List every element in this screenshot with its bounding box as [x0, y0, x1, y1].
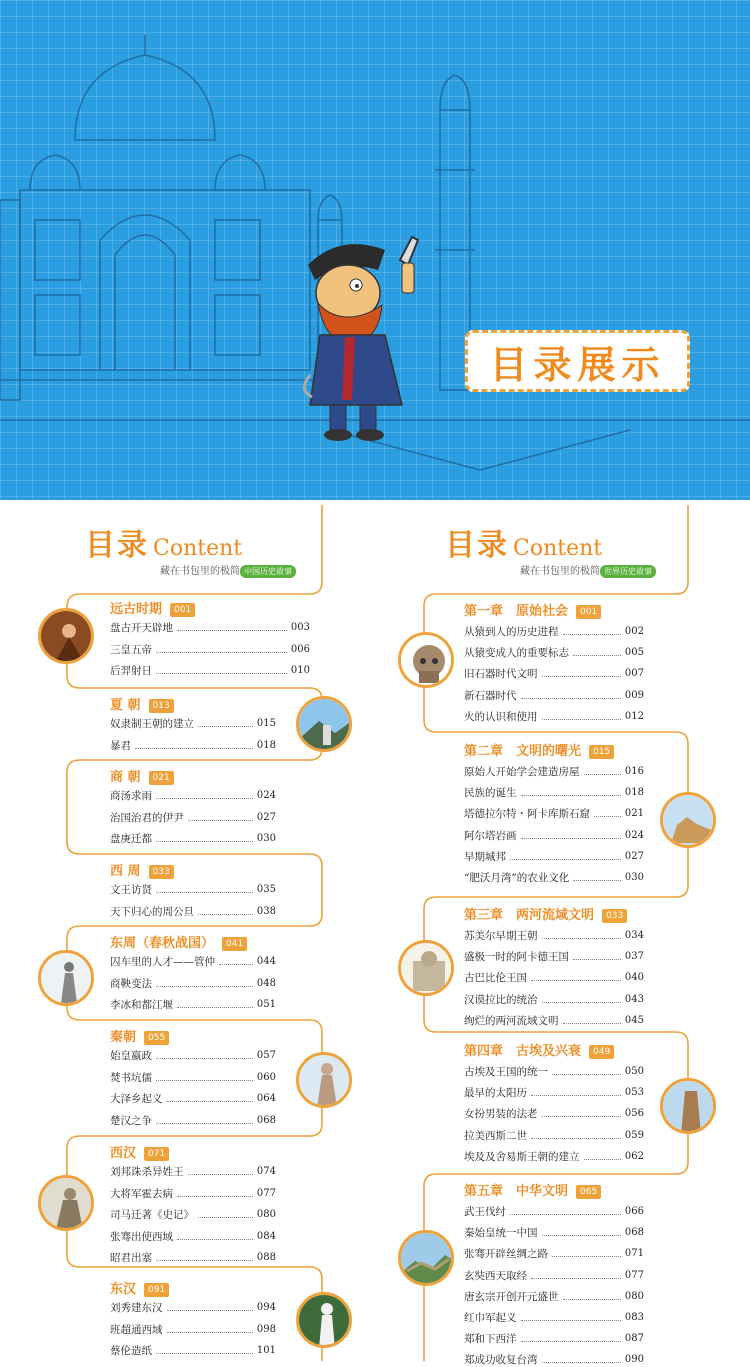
- toc-entry-page: 040: [624, 972, 644, 984]
- toc-entry-page: 012: [624, 710, 644, 722]
- leader-dots: [177, 630, 287, 631]
- toc-entry[interactable]: [110, 1322, 276, 1337]
- section-page-badge: 091: [144, 1283, 169, 1297]
- leader-dots: [552, 1256, 621, 1257]
- section-title-text: 西汉: [110, 1146, 137, 1161]
- toc-entry-page: 043: [624, 993, 644, 1005]
- toc-entry-page: 030: [256, 833, 276, 844]
- heading-content: Content: [513, 536, 603, 561]
- toc-entry-page: 016: [624, 766, 644, 777]
- toc-entry[interactable]: [464, 949, 644, 964]
- image-qin: [296, 1052, 352, 1108]
- toc-entry-page: 030: [624, 872, 644, 883]
- toc-entry[interactable]: [110, 1164, 276, 1179]
- section-title-text: 东汉: [110, 1282, 137, 1297]
- toc-entry-page: 048: [256, 977, 276, 989]
- leader-dots: [188, 1174, 253, 1175]
- toc-entry[interactable]: [464, 1064, 644, 1079]
- toc-entry-page: 027: [624, 850, 644, 862]
- section-title: [110, 694, 174, 713]
- toc-entry-title: 汉谟拉比的统治: [464, 993, 538, 1006]
- heading-subtitle: [520, 562, 656, 578]
- toc-entry-title: 治国治君的伊尹: [110, 811, 184, 824]
- section-page-badge: 001: [576, 605, 601, 619]
- heading-title: 目录: [85, 528, 149, 563]
- leader-dots: [510, 1214, 621, 1215]
- toc-entry[interactable]: [110, 810, 276, 825]
- toc-entry-page: 077: [256, 1187, 276, 1199]
- image-ape-skull: [398, 632, 454, 688]
- toc-entry-title: 商汤求雨: [110, 790, 152, 802]
- toc-entry[interactable]: [110, 882, 276, 897]
- toc-entry-title: 蔡伦造纸: [110, 1345, 152, 1357]
- leader-dots: [156, 798, 253, 799]
- leader-dots: [156, 1080, 253, 1081]
- section-title-text: 秦朝: [110, 1030, 137, 1045]
- leader-dots: [594, 816, 621, 817]
- leader-dots: [542, 676, 621, 677]
- toc-entry[interactable]: [464, 1106, 644, 1121]
- toc-entry[interactable]: [464, 1149, 644, 1164]
- leader-dots: [135, 748, 253, 749]
- section-page-badge: 055: [144, 1031, 169, 1045]
- leader-dots: [177, 1239, 253, 1240]
- toc-entry-title: 盛极一时的阿卡德王国: [464, 951, 569, 964]
- heading-subtitle: [160, 562, 296, 578]
- toc-entry-title: 郑成功收复台湾: [464, 1354, 538, 1367]
- toc-entry-page: 090: [624, 1354, 644, 1366]
- toc-entry-page: 038: [256, 905, 276, 917]
- toc-entry[interactable]: [110, 1091, 276, 1106]
- leader-dots: [167, 1310, 253, 1311]
- toc-entry[interactable]: [464, 1331, 644, 1346]
- leader-dots: [573, 880, 621, 881]
- toc-entry-page: 003: [290, 622, 310, 633]
- toc-entry-page: 068: [256, 1114, 276, 1126]
- leader-dots: [177, 1196, 253, 1197]
- toc-entry[interactable]: [110, 716, 276, 731]
- toc-entry-page: 057: [256, 1050, 276, 1061]
- toc-entry-title: 文王访贤: [110, 884, 152, 896]
- toc-entry[interactable]: [464, 828, 644, 843]
- section-title: [110, 1026, 169, 1045]
- toc-entry[interactable]: [464, 1289, 644, 1304]
- toc-entry-title: 暴君: [110, 739, 131, 752]
- toc-entry[interactable]: [464, 1246, 644, 1261]
- toc-entry-title: “肥沃月湾”的农业文化: [464, 872, 570, 884]
- section-title-text: 第四章 古埃及兴衰: [464, 1044, 582, 1059]
- toc-entry-page: 098: [256, 1323, 276, 1335]
- toc-entry-title: 苏美尔早期王朝: [464, 930, 538, 942]
- heading-title: 目录: [445, 528, 509, 563]
- section-page-badge: 033: [149, 865, 174, 879]
- section-title: [110, 932, 247, 951]
- leader-dots: [156, 1353, 253, 1354]
- toc-entry[interactable]: [110, 1250, 276, 1265]
- section-page-badge: 015: [589, 745, 614, 759]
- section-title: [464, 1180, 601, 1199]
- toc-entry[interactable]: [110, 1343, 276, 1358]
- toc-entry[interactable]: [464, 1310, 644, 1325]
- toc-entry-title: 司马迁著《史记》: [110, 1209, 194, 1221]
- toc-entry-page: 018: [624, 787, 644, 799]
- leader-dots: [563, 634, 621, 635]
- leader-dots: [563, 1023, 621, 1024]
- toc-entry-page: 059: [624, 1129, 644, 1141]
- toc-entry[interactable]: [464, 764, 644, 779]
- image-pangu: [38, 608, 94, 664]
- toc-entry-title: 女扮男装的法老: [464, 1108, 538, 1121]
- toc-entry-page: 083: [624, 1312, 644, 1323]
- toc-entry-page: 064: [256, 1093, 276, 1104]
- leader-dots: [167, 1101, 253, 1102]
- toc-entry-title: 昭君出塞: [110, 1252, 152, 1264]
- toc-entry-title: 班超通西域: [110, 1323, 163, 1336]
- toc-entry-title: 商鞅变法: [110, 977, 152, 990]
- toc-entry-title: 埃及及舍易斯王朝的建立: [464, 1150, 580, 1163]
- toc-entry-title: 火的认识和使用: [464, 710, 538, 723]
- toc-entry-title: 刘秀建东汉: [110, 1302, 163, 1314]
- toc-entry[interactable]: [110, 1300, 276, 1315]
- leader-dots: [584, 774, 621, 775]
- heading-content: Content: [153, 536, 243, 561]
- section-title-text: 西 周: [110, 864, 141, 879]
- toc-entry[interactable]: [110, 663, 310, 678]
- toc-entry-title: 拉美西斯二世: [464, 1129, 527, 1142]
- toc-entry[interactable]: [110, 1070, 276, 1085]
- section-page-badge: 065: [576, 1185, 601, 1199]
- toc-entry-title: 三皇五帝: [110, 643, 152, 656]
- toc-entry-title: 李冰和都江堰: [110, 999, 173, 1011]
- toc-entry-title: 民族的诞生: [464, 787, 517, 800]
- subtitle-badge: 中国历史故事: [240, 565, 296, 578]
- section-title-text: 第三章 两河流域文明: [464, 908, 595, 923]
- section-title-text: 第一章 原始社会: [464, 604, 569, 619]
- toc-entry-title: 古埃及王国的统一: [464, 1066, 548, 1078]
- leader-dots: [156, 986, 253, 987]
- toc-entry[interactable]: [464, 666, 644, 681]
- toc-entry[interactable]: [110, 1048, 276, 1063]
- toc-entry-title: 原始人开始学会建造房屋: [464, 766, 580, 778]
- toc-entry[interactable]: [464, 970, 644, 985]
- toc-entry[interactable]: [110, 738, 276, 753]
- toc-entry[interactable]: [110, 642, 310, 657]
- leader-dots: [542, 938, 621, 939]
- toc-entry[interactable]: [464, 992, 644, 1007]
- toc-entry-page: 080: [624, 1290, 644, 1302]
- section-title: [464, 600, 601, 619]
- leader-dots: [552, 1074, 621, 1075]
- toc-entry-title: 张骞出使西域: [110, 1230, 173, 1243]
- leader-dots: [531, 1095, 621, 1096]
- toc-entry[interactable]: [464, 645, 644, 660]
- leader-dots: [542, 1002, 621, 1003]
- section-title: [464, 904, 627, 923]
- toc-entry-title: 最早的太阳历: [464, 1087, 527, 1100]
- toc-entry-title: 红巾军起义: [464, 1312, 517, 1324]
- image-great-wall: [398, 1230, 454, 1286]
- toc-entry[interactable]: [464, 1085, 644, 1100]
- section-title-text: 商 朝: [110, 770, 141, 785]
- toc-entry-page: 037: [624, 951, 644, 963]
- leader-dots: [573, 655, 621, 656]
- toc-entry[interactable]: [110, 1207, 276, 1222]
- toc-entry-page: 077: [624, 1269, 644, 1281]
- toc-entry-title: 早期城邦: [464, 850, 506, 863]
- leader-dots: [198, 726, 253, 727]
- leader-dots: [531, 1278, 621, 1279]
- toc-entry-title: 从猿到人的历史进程: [464, 626, 559, 638]
- toc-entry-title: 唐玄宗开创开元盛世: [464, 1290, 559, 1303]
- image-xia: [296, 696, 352, 752]
- toc-entry-page: 066: [624, 1206, 644, 1217]
- section-page-badge: 013: [149, 699, 174, 713]
- section-page-badge: 049: [589, 1045, 614, 1059]
- image-lamassu: [398, 940, 454, 996]
- toc-entry[interactable]: [464, 1013, 644, 1028]
- leader-dots: [156, 1260, 253, 1261]
- toc-entry-page: 084: [256, 1230, 276, 1242]
- toc-entry-page: 074: [256, 1166, 276, 1177]
- left-heading: [85, 520, 296, 578]
- leader-dots: [542, 1116, 621, 1117]
- section-title: [110, 766, 174, 785]
- toc-entry-page: 068: [624, 1227, 644, 1239]
- toc-entry-title: 刘邦诛杀异姓王: [110, 1166, 184, 1178]
- toc-entry-title: 后羿射日: [110, 665, 152, 677]
- toc-entry[interactable]: [464, 1268, 644, 1283]
- toc-entry-page: 010: [290, 665, 310, 676]
- toc-entry-title: 秦始皇统一中国: [464, 1227, 538, 1240]
- section-title-text: 夏 朝: [110, 698, 141, 713]
- section-title-text: 远古时期: [110, 602, 163, 617]
- toc-entry[interactable]: [110, 831, 276, 846]
- leader-dots: [156, 1058, 253, 1059]
- toc-entry-title: 张骞开辟丝绸之路: [464, 1248, 548, 1261]
- toc-entry-page: 094: [256, 1302, 276, 1313]
- toc-entry-title: 古巴比伦王国: [464, 972, 527, 985]
- subtitle-badge: 世界历史故事: [600, 565, 656, 578]
- toc-entry-title: 囚车里的人才——管仲: [110, 956, 215, 968]
- subtitle-text: 藏在书包里的极简: [160, 566, 240, 577]
- toc-entry-title: 大泽乡起义: [110, 1093, 163, 1105]
- leader-dots: [542, 719, 621, 720]
- toc-entry-title: 焚书坑儒: [110, 1071, 152, 1084]
- toc-entry-page: 002: [624, 626, 644, 637]
- toc-entry[interactable]: [110, 788, 276, 803]
- toc-entry-page: 044: [256, 956, 276, 967]
- section-title: [464, 740, 614, 759]
- leader-dots: [521, 838, 621, 839]
- image-guanzhong: [38, 950, 94, 1006]
- toc-entry-page: 015: [256, 718, 276, 729]
- leader-dots: [219, 964, 253, 965]
- toc-entry-title: 绚烂的两河流域文明: [464, 1014, 559, 1027]
- toc-entry-title: 玄奘西天取经: [464, 1269, 527, 1282]
- toc-entry[interactable]: [464, 1225, 644, 1240]
- toc-entry[interactable]: [464, 1352, 644, 1367]
- leader-dots: [521, 1341, 621, 1342]
- leader-dots: [188, 820, 253, 821]
- toc-entry-page: 051: [256, 999, 276, 1010]
- section-title-text: 第二章 文明的曙光: [464, 744, 582, 759]
- section-title: [464, 1040, 614, 1059]
- section-title-text: 东周（春秋战国）: [110, 936, 215, 951]
- toc-entry[interactable]: [464, 688, 644, 703]
- leader-dots: [563, 1299, 621, 1300]
- section-page-badge: 041: [222, 937, 247, 951]
- toc-entry[interactable]: [110, 1186, 276, 1201]
- section-page-badge: 021: [149, 771, 174, 785]
- image-xihan: [38, 1175, 94, 1231]
- toc-entry-page: 024: [256, 790, 276, 801]
- section-title: [110, 598, 195, 617]
- toc-entry[interactable]: [464, 806, 644, 821]
- section-title: [110, 1142, 169, 1161]
- toc-entry[interactable]: [464, 785, 644, 800]
- leader-dots: [156, 652, 287, 653]
- toc-entry[interactable]: [110, 976, 276, 991]
- toc-entry[interactable]: [110, 620, 310, 635]
- toc-entry-page: 053: [624, 1087, 644, 1099]
- section-page-badge: 033: [602, 909, 627, 923]
- toc-entry-page: 050: [624, 1066, 644, 1077]
- leader-dots: [177, 1007, 253, 1008]
- section-title: [110, 1278, 169, 1297]
- toc-entry-title: 阿尔塔岩画: [464, 829, 517, 842]
- toc-entry-page: 088: [256, 1252, 276, 1263]
- toc-entry-page: 034: [624, 930, 644, 941]
- toc-entry-title: 楚汉之争: [110, 1114, 152, 1127]
- toc-banner: 目录展示: [465, 330, 690, 392]
- toc-entry-title: 奴隶制王朝的建立: [110, 718, 194, 730]
- toc-entry-page: 071: [624, 1248, 644, 1260]
- toc-entry-title: 新石器时代: [464, 689, 517, 702]
- toc-entry-page: 027: [256, 811, 276, 823]
- toc-entry[interactable]: [464, 1128, 644, 1143]
- toc-entry-page: 021: [624, 808, 644, 820]
- toc-entry-title: 盘庚迁都: [110, 833, 152, 845]
- leader-dots: [156, 892, 253, 893]
- toc-entry-page: 009: [624, 689, 644, 701]
- leader-dots: [198, 914, 253, 915]
- toc-entry[interactable]: [464, 624, 644, 639]
- leader-dots: [542, 1362, 621, 1363]
- toc-entry[interactable]: [110, 904, 276, 919]
- toc-entry-title: 天下归心的周公旦: [110, 905, 194, 918]
- toc-entry[interactable]: [464, 709, 644, 724]
- leader-dots: [198, 1217, 253, 1218]
- toc-entry[interactable]: [110, 997, 276, 1012]
- toc-entry[interactable]: [110, 1229, 276, 1244]
- toc-entry[interactable]: [464, 849, 644, 864]
- toc-entry-title: 始皇嬴政: [110, 1050, 152, 1062]
- section-page-badge: 001: [170, 603, 195, 617]
- toc-entry-page: 087: [624, 1333, 644, 1345]
- toc-entry-page: 007: [624, 668, 644, 680]
- section-title: [110, 860, 174, 879]
- leader-dots: [531, 980, 621, 981]
- leader-dots: [167, 1332, 253, 1333]
- subtitle-text: 藏在书包里的极简: [520, 566, 600, 577]
- image-sphinx: [660, 792, 716, 848]
- image-tower: [660, 1078, 716, 1134]
- toc-entry-title: 武王伐纣: [464, 1206, 506, 1218]
- toc-entry[interactable]: [110, 1113, 276, 1128]
- leader-dots: [573, 959, 621, 960]
- leader-dots: [156, 841, 253, 842]
- leader-dots: [521, 1320, 621, 1321]
- toc-entry-title: 郑和下西洋: [464, 1333, 517, 1346]
- leader-dots: [542, 1235, 621, 1236]
- leader-dots: [531, 1138, 621, 1139]
- toc-entry-page: 062: [624, 1150, 644, 1162]
- toc-entry[interactable]: [110, 954, 276, 969]
- image-donghan: [296, 1292, 352, 1348]
- section-page-badge: 071: [144, 1147, 169, 1161]
- toc-entry-page: 005: [624, 647, 644, 659]
- toc-entry[interactable]: [464, 928, 644, 943]
- toc-entry-page: 080: [256, 1209, 276, 1220]
- leader-dots: [156, 1123, 253, 1124]
- leader-dots: [521, 795, 621, 796]
- toc-entry-page: 035: [256, 884, 276, 895]
- toc-entry-page: 060: [256, 1071, 276, 1083]
- toc-entry-title: 塔德拉尔特・阿卡库斯石窟: [464, 808, 590, 821]
- toc-entry-page: 024: [624, 829, 644, 841]
- toc-entry-page: 006: [290, 643, 310, 655]
- toc-entry-page: 101: [256, 1345, 276, 1356]
- leader-dots: [156, 673, 287, 674]
- leader-dots: [510, 859, 621, 860]
- leader-dots: [584, 1159, 621, 1160]
- toc-entry[interactable]: [464, 870, 644, 885]
- toc-entry-title: 大将军霍去病: [110, 1187, 173, 1200]
- leader-dots: [521, 698, 621, 699]
- toc-entry[interactable]: [464, 1204, 644, 1219]
- toc-entry-title: 旧石器时代文明: [464, 668, 538, 681]
- toc-entry-title: 从猿变成人的重要标志: [464, 647, 569, 660]
- right-heading: [445, 520, 656, 578]
- toc-entry-title: 盘古开天辟地: [110, 622, 173, 634]
- toc-entry-page: 018: [256, 739, 276, 751]
- toc-entry-page: 056: [624, 1108, 644, 1120]
- section-title-text: 第五章 中华文明: [464, 1184, 569, 1199]
- toc-entry-page: 045: [624, 1014, 644, 1026]
